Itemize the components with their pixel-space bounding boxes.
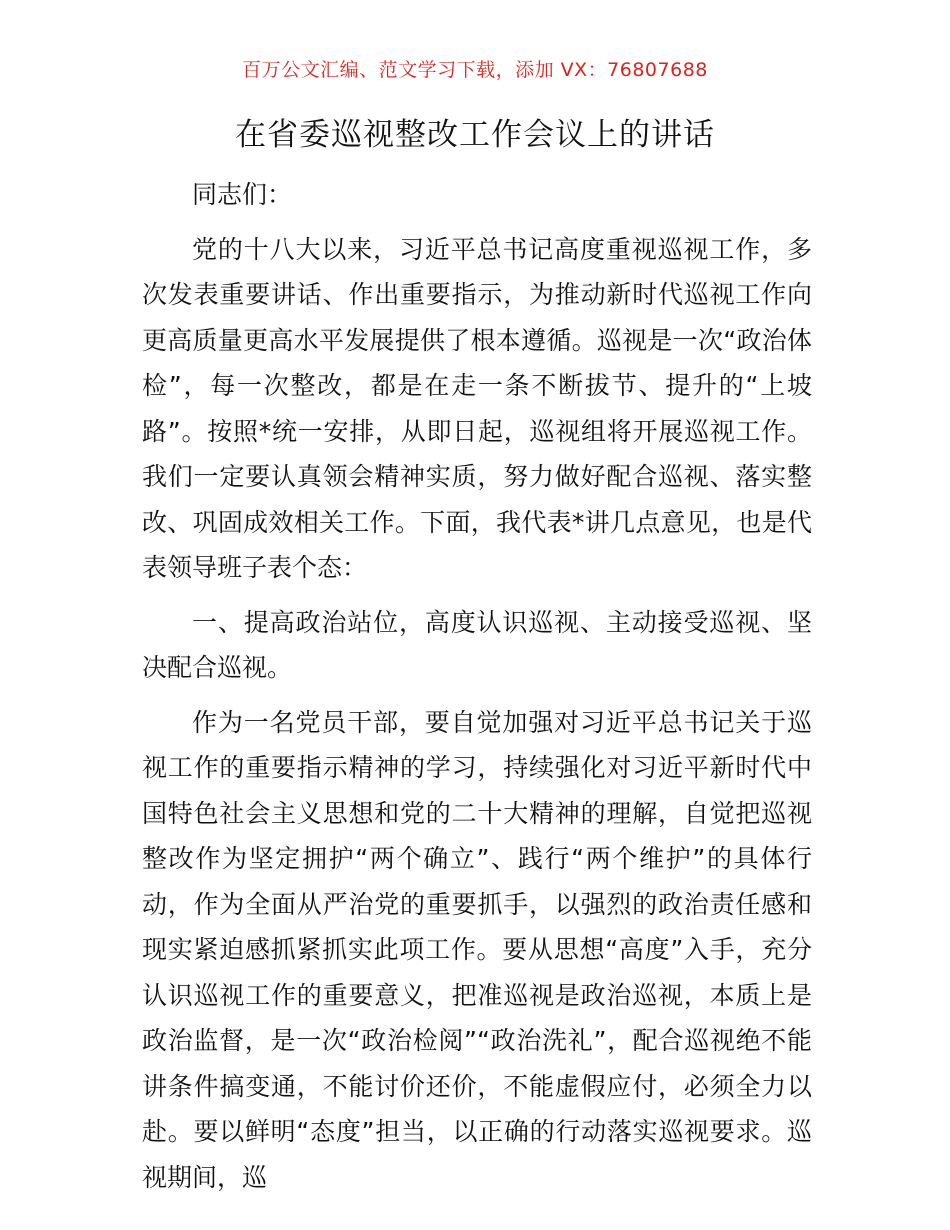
document-body [142,172,812,1200]
paragraph-spacer [142,591,812,600]
header-watermark-note: 百万公文汇编、范文学习下载，添加 VX：76807688 [242,59,708,81]
paragraph-section-1: 作为一名党员干部，要自觉加强对习近平总书记关于巡视工作的重要指示精神的学习，持续强化对习近平新时代中国特色社会主义思想和党的二十大精神的理解，自觉把巡视整改作为坚定拥护“两个确立”、践行“两个维护”的具体行动，作为全面从严治党的重要抓手，以强烈的政治责任感和现实紧迫感抓紧抓实此项工作。要从思想“高度”入手，充分认识巡视工作的重要意义，把准巡视是政治巡视，本质上是政治监督，是一次“政治检阅”“政治洗礼”，配合巡视绝不能讲条件搞变通，不能讨价还价，不能虚假应付，必须全力以赴。要以鲜明“态度”担当，以正确的行动落实巡视要求。巡视期间，巡 [142,707,812,1192]
paragraph-intro: 党的十八大以来，习近平总书记高度重视巡视工作，多次发表重要讲话、作出重要指示，为推动新时代巡视工作向更高质量更高水平发展提供了根本遵循。巡视是一次“政治体检”，每一次整改，都是在走一条不断拔节、提升的“上坡路”。按照*统一安排，从即日起，巡视组将开展巡视工作。我们一定要认真领会精神实质，努力做好配合巡视、落实整改、巩固成效相关工作。下面，我代表*讲几点意见，也是代表领导班子表个态： [142,234,812,582]
greeting: 同志们： [192,180,293,209]
paragraph-spacer [142,691,812,700]
section-heading-1: 一、提高政治站位，高度认识巡视、主动接受巡视、坚决配合巡视。 [142,607,812,682]
document-title: 在省委巡视整改工作会议上的讲话 [235,117,715,153]
